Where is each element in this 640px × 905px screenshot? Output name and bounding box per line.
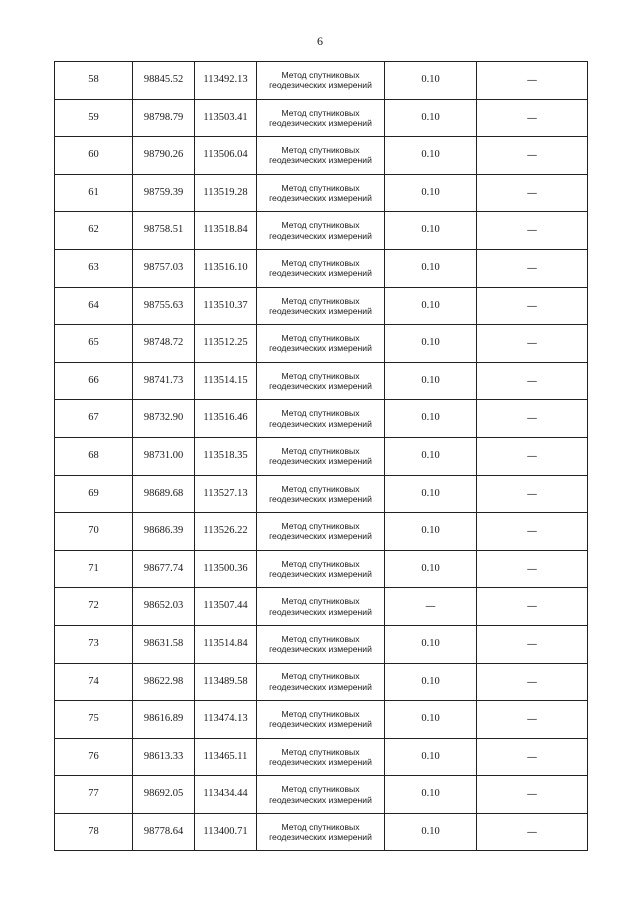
point-number-cell: 78 <box>55 813 133 851</box>
point-number-cell: 67 <box>55 400 133 438</box>
note-cell: — <box>477 137 588 175</box>
accuracy-cell: 0.10 <box>385 174 477 212</box>
y-coordinate-cell: 113492.13 <box>195 62 257 100</box>
accuracy-cell: 0.10 <box>385 625 477 663</box>
method-line-2: геодезических измерений <box>269 794 372 805</box>
method-line-2: геодезических измерений <box>269 305 372 316</box>
x-coordinate-cell: 98731.00 <box>133 437 195 475</box>
accuracy-cell: — <box>385 588 477 626</box>
table-row <box>55 249 588 287</box>
method-line-1: Метод спутниковых <box>281 746 360 757</box>
accuracy-cell: 0.10 <box>385 475 477 513</box>
note-cell: — <box>477 212 588 250</box>
table-row <box>55 738 588 776</box>
x-coordinate-cell: 98686.39 <box>133 513 195 551</box>
accuracy-cell: 0.10 <box>385 663 477 701</box>
method-line-1: Метод спутниковых <box>281 445 360 456</box>
y-coordinate-cell: 113527.13 <box>195 475 257 513</box>
method-line-2: геодезических измерений <box>269 381 372 392</box>
method-line-2: геодезических измерений <box>269 644 372 655</box>
method-cell <box>257 174 385 212</box>
accuracy-cell: 0.10 <box>385 738 477 776</box>
method-line-1: Метод спутниковых <box>281 709 360 720</box>
x-coordinate-cell: 98692.05 <box>133 776 195 814</box>
point-number-cell: 64 <box>55 287 133 325</box>
point-number-cell: 77 <box>55 776 133 814</box>
x-coordinate-cell: 98790.26 <box>133 137 195 175</box>
point-number-cell: 60 <box>55 137 133 175</box>
accuracy-cell: 0.10 <box>385 776 477 814</box>
method-line-1: Метод спутниковых <box>281 483 360 494</box>
y-coordinate-cell: 113514.15 <box>195 362 257 400</box>
table-row <box>55 325 588 363</box>
accuracy-cell: 0.10 <box>385 325 477 363</box>
accuracy-cell: 0.10 <box>385 362 477 400</box>
point-number-cell: 74 <box>55 663 133 701</box>
table-row <box>55 663 588 701</box>
point-number-cell: 66 <box>55 362 133 400</box>
x-coordinate-cell: 98613.33 <box>133 738 195 776</box>
method-line-2: геодезических измерений <box>269 569 372 580</box>
table-row <box>55 625 588 663</box>
x-coordinate-cell: 98631.58 <box>133 625 195 663</box>
y-coordinate-cell: 113500.36 <box>195 550 257 588</box>
note-cell: — <box>477 400 588 438</box>
method-cell <box>257 437 385 475</box>
point-number-cell: 72 <box>55 588 133 626</box>
table-row <box>55 813 588 851</box>
method-line-1: Метод спутниковых <box>281 333 360 344</box>
method-line-2: геодезических измерений <box>269 268 372 279</box>
method-line-1: Метод спутниковых <box>281 182 360 193</box>
method-line-2: геодезических измерений <box>269 606 372 617</box>
method-line-1: Метод спутниковых <box>281 558 360 569</box>
y-coordinate-cell: 113518.84 <box>195 212 257 250</box>
y-coordinate-cell: 113507.44 <box>195 588 257 626</box>
y-coordinate-cell: 113474.13 <box>195 701 257 739</box>
point-number-cell: 68 <box>55 437 133 475</box>
note-cell: — <box>477 362 588 400</box>
method-cell <box>257 137 385 175</box>
table-row <box>55 437 588 475</box>
y-coordinate-cell: 113512.25 <box>195 325 257 363</box>
method-cell <box>257 62 385 100</box>
table-row <box>55 99 588 137</box>
page-number: 6 <box>317 34 323 48</box>
table-row <box>55 212 588 250</box>
method-line-1: Метод спутниковых <box>281 107 360 118</box>
method-line-2: геодезических измерений <box>269 343 372 354</box>
accuracy-cell: 0.10 <box>385 813 477 851</box>
method-line-2: геодезических измерений <box>269 531 372 542</box>
x-coordinate-cell: 98616.89 <box>133 701 195 739</box>
y-coordinate-cell: 113510.37 <box>195 287 257 325</box>
note-cell: — <box>477 99 588 137</box>
method-line-1: Метод спутниковых <box>281 257 360 268</box>
note-cell: — <box>477 550 588 588</box>
x-coordinate-cell: 98778.64 <box>133 813 195 851</box>
point-number-cell: 58 <box>55 62 133 100</box>
note-cell: — <box>477 588 588 626</box>
accuracy-cell: 0.10 <box>385 287 477 325</box>
y-coordinate-cell: 113489.58 <box>195 663 257 701</box>
coordinates-table-body <box>55 62 588 851</box>
method-line-2: геодезических измерений <box>269 418 372 429</box>
y-coordinate-cell: 113400.71 <box>195 813 257 851</box>
x-coordinate-cell: 98622.98 <box>133 663 195 701</box>
method-cell <box>257 513 385 551</box>
accuracy-cell: 0.10 <box>385 550 477 588</box>
method-cell <box>257 400 385 438</box>
table-row <box>55 701 588 739</box>
point-number-cell: 75 <box>55 701 133 739</box>
method-line-2: геодезических измерений <box>269 80 372 91</box>
method-cell <box>257 550 385 588</box>
method-line-2: геодезических измерений <box>269 832 372 843</box>
method-line-1: Метод спутниковых <box>281 521 360 532</box>
method-cell <box>257 99 385 137</box>
y-coordinate-cell: 113465.11 <box>195 738 257 776</box>
table-row <box>55 588 588 626</box>
accuracy-cell: 0.10 <box>385 400 477 438</box>
method-cell <box>257 362 385 400</box>
point-number-cell: 76 <box>55 738 133 776</box>
method-cell <box>257 287 385 325</box>
x-coordinate-cell: 98798.79 <box>133 99 195 137</box>
y-coordinate-cell: 113516.10 <box>195 249 257 287</box>
point-number-cell: 69 <box>55 475 133 513</box>
method-line-1: Метод спутниковых <box>281 821 360 832</box>
method-cell <box>257 212 385 250</box>
x-coordinate-cell: 98741.73 <box>133 362 195 400</box>
method-cell <box>257 701 385 739</box>
table-row <box>55 62 588 100</box>
x-coordinate-cell: 98755.63 <box>133 287 195 325</box>
accuracy-cell: 0.10 <box>385 212 477 250</box>
method-line-1: Метод спутниковых <box>281 596 360 607</box>
table-row <box>55 137 588 175</box>
note-cell: — <box>477 174 588 212</box>
y-coordinate-cell: 113518.35 <box>195 437 257 475</box>
method-line-1: Метод спутниковых <box>281 671 360 682</box>
method-line-2: геодезических измерений <box>269 756 372 767</box>
x-coordinate-cell: 98748.72 <box>133 325 195 363</box>
note-cell: — <box>477 738 588 776</box>
method-line-1: Метод спутниковых <box>281 220 360 231</box>
note-cell: — <box>477 249 588 287</box>
method-line-2: геодезических измерений <box>269 456 372 467</box>
x-coordinate-cell: 98759.39 <box>133 174 195 212</box>
point-number-cell: 65 <box>55 325 133 363</box>
note-cell: — <box>477 776 588 814</box>
method-cell <box>257 325 385 363</box>
coordinates-table <box>54 61 588 851</box>
table-row <box>55 776 588 814</box>
point-number-cell: 61 <box>55 174 133 212</box>
note-cell: — <box>477 625 588 663</box>
method-line-2: геодезических измерений <box>269 155 372 166</box>
method-cell <box>257 776 385 814</box>
method-line-2: геодезических измерений <box>269 230 372 241</box>
point-number-cell: 59 <box>55 99 133 137</box>
table-row <box>55 362 588 400</box>
y-coordinate-cell: 113519.28 <box>195 174 257 212</box>
x-coordinate-cell: 98757.03 <box>133 249 195 287</box>
note-cell: — <box>477 701 588 739</box>
accuracy-cell: 0.10 <box>385 137 477 175</box>
method-cell <box>257 475 385 513</box>
table-row <box>55 475 588 513</box>
x-coordinate-cell: 98677.74 <box>133 550 195 588</box>
y-coordinate-cell: 113526.22 <box>195 513 257 551</box>
table-row <box>55 513 588 551</box>
accuracy-cell: 0.10 <box>385 437 477 475</box>
note-cell: — <box>477 663 588 701</box>
x-coordinate-cell: 98758.51 <box>133 212 195 250</box>
method-line-1: Метод спутниковых <box>281 370 360 381</box>
y-coordinate-cell: 113516.46 <box>195 400 257 438</box>
method-line-1: Метод спутниковых <box>281 145 360 156</box>
y-coordinate-cell: 113434.44 <box>195 776 257 814</box>
table-row <box>55 174 588 212</box>
table-row <box>55 400 588 438</box>
x-coordinate-cell: 98689.68 <box>133 475 195 513</box>
note-cell: — <box>477 325 588 363</box>
point-number-cell: 63 <box>55 249 133 287</box>
method-cell <box>257 625 385 663</box>
accuracy-cell: 0.10 <box>385 249 477 287</box>
y-coordinate-cell: 113506.04 <box>195 137 257 175</box>
x-coordinate-cell: 98845.52 <box>133 62 195 100</box>
point-number-cell: 62 <box>55 212 133 250</box>
table-row <box>55 287 588 325</box>
method-line-1: Метод спутниковых <box>281 295 360 306</box>
note-cell: — <box>477 287 588 325</box>
method-line-1: Метод спутниковых <box>281 784 360 795</box>
method-cell <box>257 813 385 851</box>
table-row <box>55 550 588 588</box>
method-cell <box>257 738 385 776</box>
method-line-2: геодезических измерений <box>269 681 372 692</box>
method-line-1: Метод спутниковых <box>281 408 360 419</box>
note-cell: — <box>477 475 588 513</box>
note-cell: — <box>477 813 588 851</box>
method-line-1: Метод спутниковых <box>281 69 360 80</box>
method-cell <box>257 663 385 701</box>
method-cell <box>257 249 385 287</box>
method-line-2: геодезических измерений <box>269 719 372 730</box>
y-coordinate-cell: 113503.41 <box>195 99 257 137</box>
note-cell: — <box>477 437 588 475</box>
accuracy-cell: 0.10 <box>385 99 477 137</box>
method-line-1: Метод спутниковых <box>281 633 360 644</box>
method-cell <box>257 588 385 626</box>
note-cell: — <box>477 62 588 100</box>
method-line-2: геодезических измерений <box>269 193 372 204</box>
x-coordinate-cell: 98732.90 <box>133 400 195 438</box>
method-line-2: геодезических измерений <box>269 493 372 504</box>
accuracy-cell: 0.10 <box>385 701 477 739</box>
accuracy-cell: 0.10 <box>385 62 477 100</box>
method-line-2: геодезических измерений <box>269 117 372 128</box>
accuracy-cell: 0.10 <box>385 513 477 551</box>
point-number-cell: 73 <box>55 625 133 663</box>
point-number-cell: 71 <box>55 550 133 588</box>
y-coordinate-cell: 113514.84 <box>195 625 257 663</box>
point-number-cell: 70 <box>55 513 133 551</box>
x-coordinate-cell: 98652.03 <box>133 588 195 626</box>
note-cell: — <box>477 513 588 551</box>
